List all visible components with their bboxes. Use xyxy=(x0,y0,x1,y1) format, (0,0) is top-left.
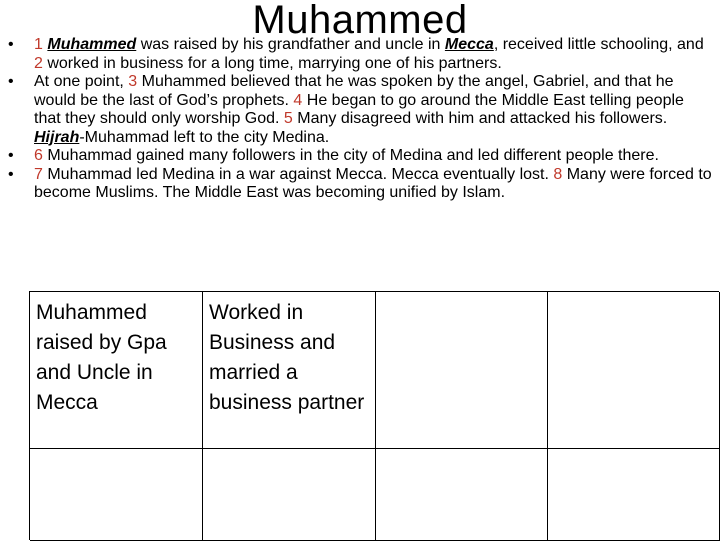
table-cell-r1-c1[interactable]: Muhammed raised by Gpa and Uncle in Mecca xyxy=(30,292,203,449)
bullet-text: At one point, xyxy=(34,73,129,90)
bullet-item xyxy=(8,73,712,147)
key-term: Mecca xyxy=(444,36,494,53)
notes-table xyxy=(29,291,719,540)
bullet-list xyxy=(8,36,712,203)
table-cell-r2-c3[interactable] xyxy=(376,449,548,541)
step-number: 6 xyxy=(34,147,43,164)
step-number: 2 xyxy=(34,54,43,72)
step-number: 7 xyxy=(34,165,43,183)
bullet-text: Muhammad gained many followers in the city of Medina and led different people there. xyxy=(42,147,659,164)
table-cell-r2-c4[interactable] xyxy=(548,449,720,541)
bullet-text: -Muhammad left to the city Medina. xyxy=(79,128,330,146)
table-cell-r2-c1[interactable] xyxy=(30,449,203,541)
bullet-item xyxy=(8,147,712,166)
bullet-text: Many were forced to become Muslims. The Middle East was becoming unified by Islam. xyxy=(34,165,712,201)
bullet-text: He began to go around the Middle East telling people that they should only worship God. xyxy=(34,91,684,127)
table-cell-r1-c2[interactable]: Worked in Business and married a business partner xyxy=(203,292,376,449)
bullet-text: was raised by his grandfather and uncle in xyxy=(136,36,445,53)
bullet-item xyxy=(8,36,712,73)
page-title: Muhammed xyxy=(252,0,468,42)
step-number: 1 xyxy=(34,36,43,53)
step-number: 8 xyxy=(553,165,563,183)
bullet-text: Muhammad led Medina in a war against Mecca. Mecca eventually lost. xyxy=(42,165,554,183)
bullet-text: Many disagreed with him and attacked his followers. xyxy=(292,110,668,127)
step-number: 3 xyxy=(128,73,138,90)
bullet-text: worked in business for a long time, marrying one of his partners. xyxy=(42,54,502,72)
table-cell-r2-c2[interactable] xyxy=(203,449,376,541)
bullet-item xyxy=(8,166,712,203)
table-cell-r1-c4[interactable] xyxy=(548,292,720,449)
step-number: 4 xyxy=(293,91,303,109)
bullet-text: Muhammed believed that he was spoken by the angel, Gabriel, and that he would be the last of God’s prophets. xyxy=(34,73,674,109)
key-term: Hijrah xyxy=(34,128,80,146)
table-cell-r1-c3[interactable] xyxy=(376,292,548,449)
step-number: 5 xyxy=(283,110,293,127)
key-term: Muhammed xyxy=(47,36,137,53)
bullet-text: , received little schooling, and xyxy=(493,36,704,53)
